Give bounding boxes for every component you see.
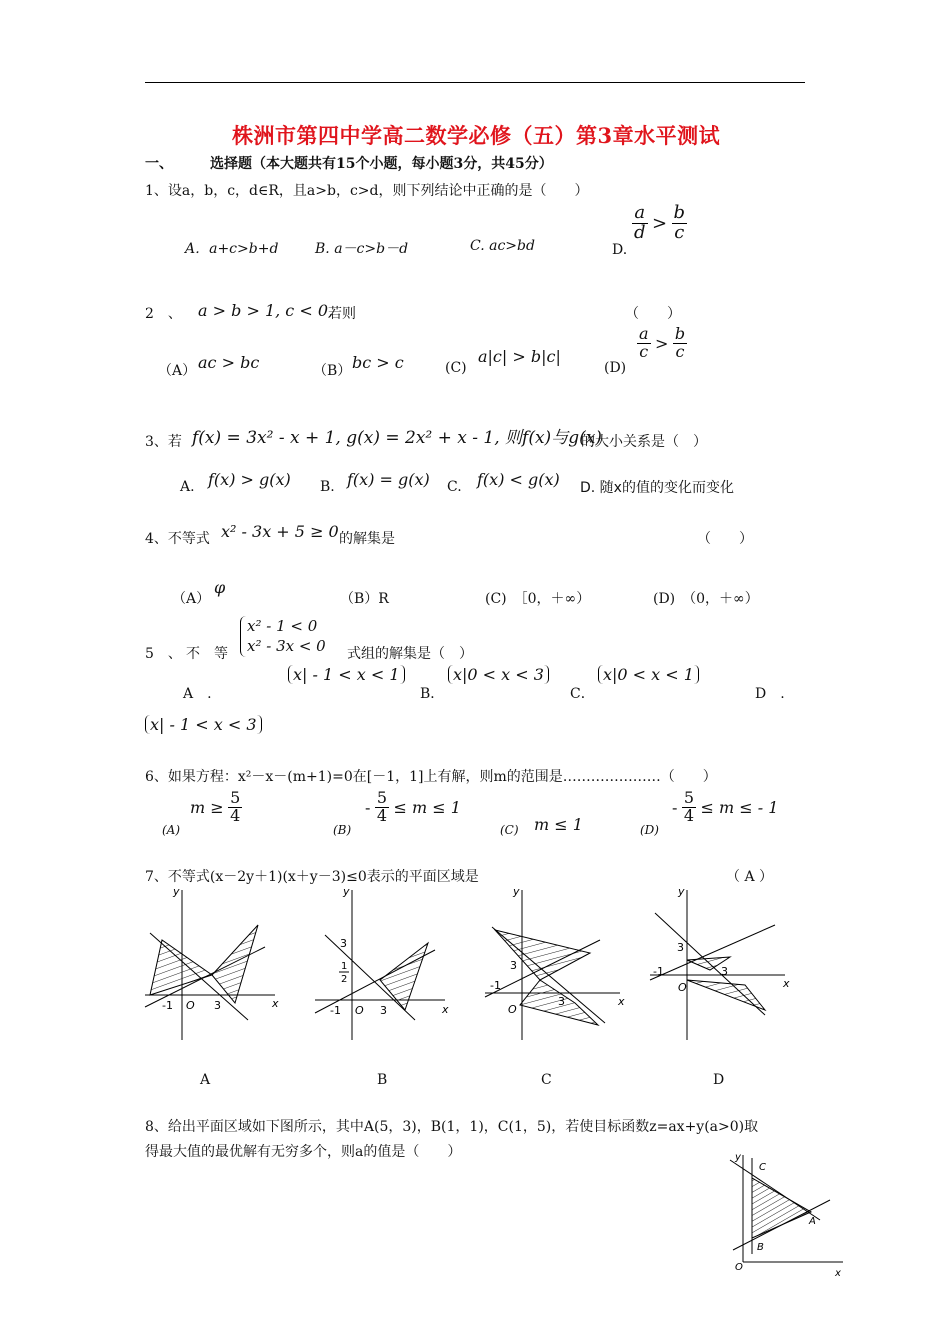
- q6-option-c: m ≤ 1: [534, 815, 583, 834]
- fig-b-y-label: y: [343, 885, 350, 898]
- q7-label-a: A: [200, 1072, 211, 1088]
- q6-d-num: 5: [683, 788, 695, 807]
- q5-d-set: x| - 1 < x < 3: [145, 715, 262, 734]
- q2-b-label: （B）: [313, 363, 352, 379]
- q5-system: [240, 616, 326, 657]
- q1-d-den2: c: [674, 221, 685, 243]
- q3-prefix: 3、若: [145, 434, 182, 450]
- q2-d-num1: a: [639, 324, 649, 343]
- q2-d-num2: b: [674, 324, 686, 343]
- q7-label-b: B: [377, 1072, 388, 1088]
- q1-option-d-label: D.: [612, 242, 628, 258]
- q6-a-num: 5: [230, 788, 241, 807]
- q4-expression: x² - 3x + 5 ≥ 0: [221, 522, 339, 541]
- q2-number: 2 、: [145, 306, 182, 322]
- fig-c-y-label: y: [513, 885, 520, 898]
- section-heading: 选择题（本大题共有15个小题，每小题3分，共45分）: [210, 156, 553, 172]
- q8-point-c: C: [759, 1162, 766, 1173]
- q4-option-a: φ: [214, 578, 226, 597]
- q6-option-d: [672, 790, 778, 825]
- fig-b-tick-m1: -1: [330, 1004, 341, 1017]
- q7-label-c: C: [541, 1072, 552, 1088]
- fig-a-y-label: y: [173, 885, 180, 898]
- q6-a-den: 4: [230, 805, 241, 825]
- q7-figures: [140, 885, 800, 1050]
- fig-c-tick-m1: -1: [490, 979, 501, 992]
- q5-option-a: [288, 665, 405, 684]
- fig-b-tick-3y: 3: [340, 937, 347, 950]
- q4-option-c: (C) ［0，＋∞）: [485, 591, 591, 607]
- fig-b-tick-3x: 3: [380, 1004, 387, 1017]
- fig-a-origin: O: [186, 999, 195, 1012]
- q6-a-label: (A): [162, 823, 181, 837]
- q4-suffix: 的解集是: [339, 531, 395, 547]
- fig-d-line-1: [650, 925, 775, 980]
- q8-x-label: x: [835, 1268, 841, 1279]
- q4-option-d: (D) （0，＋∞）: [653, 591, 759, 607]
- fig-c-region-top: [495, 930, 590, 980]
- q3-c-label: C.: [447, 479, 462, 495]
- q4-a-label: （A）: [172, 591, 211, 607]
- q5-d-label: D .: [755, 686, 785, 702]
- q2-condition: a > b > 1, c < 0,: [198, 301, 334, 320]
- q7-label-d: D: [713, 1072, 725, 1088]
- q1-d-num1: a: [632, 204, 648, 224]
- q7-answer: （ A ）: [726, 869, 774, 885]
- q1-option-a: A．a+c>b+d: [185, 241, 279, 257]
- q2-option-c: a|c| > b|c|: [478, 347, 561, 366]
- q4-answer-paren: （ ）: [697, 531, 753, 547]
- q5-chars: 不 等: [186, 646, 228, 662]
- q6-stem: 6、如果方程：x²－x－(m+1)=0在[－1，1]上有解，则m的范围是…………………（ ）: [145, 769, 717, 785]
- q2-a-label: （A）: [158, 363, 197, 379]
- q5-a-set: x| - 1 < x < 1: [288, 665, 405, 684]
- q3-suffix: 的大小关系是（ ）: [581, 434, 707, 450]
- fig-d-x-label: x: [783, 977, 790, 990]
- fig-d-y-label: y: [678, 885, 685, 898]
- q5-option-b: [448, 665, 549, 684]
- q7-figure-d: [650, 885, 790, 1040]
- q2-option-b: bc > c: [352, 353, 404, 372]
- q1-stem: 1、设a，b，c，d∈R，且a>b，c>d，则下列结论中正确的是（ ）: [145, 183, 589, 199]
- fig-b-half-num: 1: [341, 961, 348, 972]
- q2-option-d: $\frac{a}{c}$ > $\frac{b}{c}$: [639, 324, 686, 361]
- fig-d-region-bottom: [687, 980, 765, 1010]
- q5-c-label: C．: [570, 686, 595, 702]
- q5-b-label: B．: [420, 686, 445, 702]
- q8-point-b: B: [757, 1242, 764, 1253]
- q5-ineq-1: x² - 1 < 0: [247, 617, 318, 635]
- top-rule: [145, 82, 805, 83]
- fig-d-origin: O: [678, 981, 687, 994]
- q6-b-post: ≤ m ≤ 1: [393, 797, 461, 817]
- q6-d-label: (D): [640, 823, 659, 837]
- q7-figure-a: [145, 885, 279, 1040]
- q3-a-label: A.: [180, 479, 195, 495]
- q8-y-label: y: [735, 1152, 741, 1163]
- q3-expression: f(x) = 3x² - x + 1, g(x) = 2x² + x - 1, 则f(x)与g(x): [192, 428, 602, 448]
- q7-stem: 7、不等式(x－2y＋1)(x＋y－3)≤0表示的平面区域是: [145, 869, 479, 885]
- q3-b-label: B.: [320, 479, 335, 495]
- q6-c-label: (C): [500, 823, 519, 837]
- q2-answer-paren: （ ）: [625, 306, 681, 322]
- q8-line-2: 得最大值的最优解有无穷多个，则a的值是（ ）: [145, 1144, 462, 1160]
- page-title: 株洲市第四中学高二数学必修（五）第3章水平测试: [232, 123, 721, 148]
- q1-option-b: B. a－c>b－d: [315, 241, 409, 257]
- q6-option-a: [190, 790, 242, 825]
- q8-line-1: 8、给出平面区域如下图所示，其中A(5，3)，B(1，1)，C(1，5)，若使目标函数z=ax+y(a>0)取: [145, 1119, 759, 1135]
- q1-option-c: C. ac>bd: [470, 238, 535, 254]
- fig-a-tick-3: 3: [214, 999, 221, 1012]
- fig-d-tick-3y: 3: [677, 941, 684, 954]
- q2-d-den2: c: [675, 341, 685, 361]
- fig-b-origin: O: [355, 1004, 364, 1017]
- q1-d-num2: b: [673, 202, 686, 223]
- q5-number: 5 、: [145, 646, 182, 662]
- q6-a-pre: m ≥: [190, 797, 224, 817]
- q6-b-pre: -: [365, 797, 371, 817]
- fig-a-region-left: [150, 940, 212, 995]
- section-number: 一、: [145, 156, 173, 172]
- q6-d-pre: -: [672, 797, 678, 817]
- fig-d-tick-3x: 3: [721, 965, 728, 978]
- fig-c-tick-3x: 3: [558, 995, 565, 1008]
- q5-a-label: A .: [183, 686, 212, 702]
- q2-option-a: ac > bc: [198, 353, 260, 372]
- q4-prefix: 4、不等式: [145, 531, 210, 547]
- q3-option-b: f(x) = g(x): [347, 470, 430, 489]
- q6-b-label: (B): [333, 823, 352, 837]
- q6-d-den: 4: [683, 805, 695, 825]
- q5-option-c: [598, 665, 699, 684]
- q6-b-num: 5: [376, 788, 388, 807]
- q3-option-a: f(x) > g(x): [208, 470, 291, 489]
- q7-figure-c: [485, 885, 625, 1040]
- fig-c-tick-3y: 3: [510, 959, 517, 972]
- q5-suffix: 式组的解集是（ ）: [347, 646, 473, 662]
- q6-option-b: [365, 790, 461, 825]
- fig-a-tick-m1: -1: [162, 999, 173, 1012]
- q6-d-post: ≤ m ≤ - 1: [700, 797, 779, 817]
- q7-figure-b: [315, 885, 449, 1040]
- q5-ineq-2: x² - 3x < 0: [247, 637, 326, 656]
- q3-option-d: D. 随x的值的变化而变化: [580, 480, 734, 496]
- fig-a-region-right: [212, 925, 258, 1003]
- q4-option-b: （B）R: [340, 591, 389, 607]
- q5-b-set: x|0 < x < 3: [448, 665, 549, 684]
- fig-b-half-den: 2: [341, 974, 348, 985]
- q8-point-a: A: [809, 1216, 816, 1227]
- fig-c-x-label: x: [618, 995, 625, 1008]
- fig-a-x-label: x: [272, 997, 279, 1010]
- q1-option-d: $\frac{a}{d}$ > $\frac{b}{c}$: [634, 202, 686, 243]
- q5-option-d: [145, 715, 262, 734]
- fig-d-line-2: [655, 913, 765, 1015]
- q5-c-set: x|0 < x < 1: [598, 665, 699, 684]
- q6-b-den: 4: [376, 805, 388, 825]
- fig-c-origin: O: [508, 1003, 517, 1016]
- q8-origin: O: [735, 1262, 743, 1273]
- fig-b-x-label: x: [442, 1003, 449, 1016]
- q2-d-den1: c: [639, 341, 649, 361]
- q1-d-den1: d: [634, 221, 646, 243]
- q3-option-c: f(x) < g(x): [477, 470, 560, 489]
- q2-ruo: 若则: [328, 306, 356, 322]
- q2-d-label: (D): [604, 360, 627, 376]
- q2-c-label: (C): [445, 360, 467, 376]
- q8-figure: [725, 1150, 850, 1280]
- fig-d-tick-m1: -1: [653, 965, 664, 978]
